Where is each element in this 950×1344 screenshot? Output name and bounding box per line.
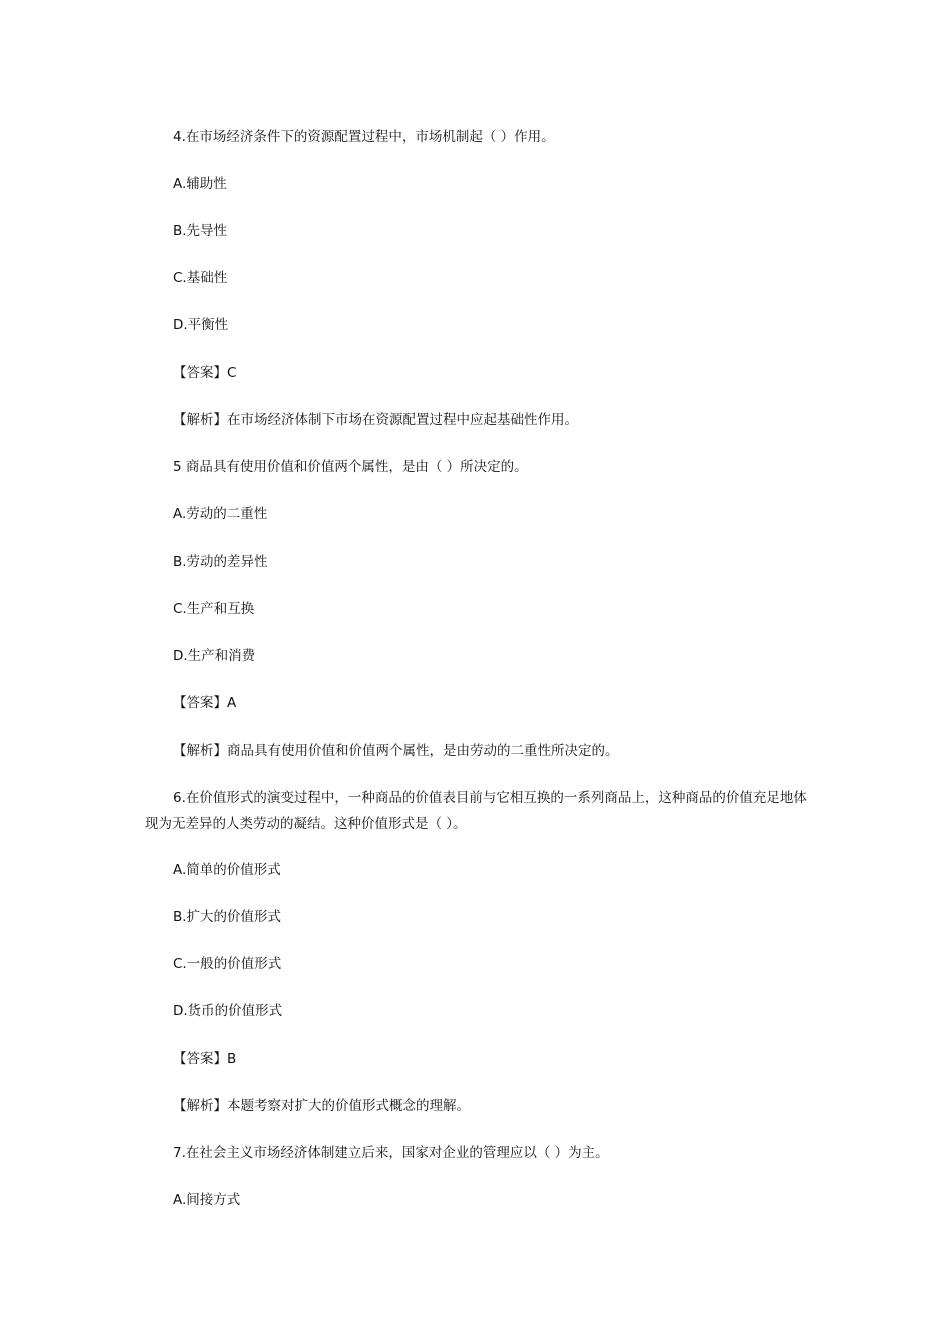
question-4-option-a: A.辅助性 <box>173 176 227 192</box>
question-6-analysis: 【解析】本题考察对扩大的价值形式概念的理解。 <box>173 1098 470 1114</box>
question-6-stem: 6.在价值形式的演变过程中，一种商品的价值表目前与它相互换的一系列商品上，这种商品的价值充足地体现为无差异的人类劳动的凝结。这种价值形式是（ ）。 <box>145 790 807 832</box>
question-5-option-a: A.劳动的二重性 <box>173 506 268 522</box>
question-6-option-d: D.货币的价值形式 <box>173 1003 283 1019</box>
question-4-option-b: B.先导性 <box>173 223 228 239</box>
question-5-option-c: C.生产和互换 <box>173 601 255 617</box>
question-7-stem: 7.在社会主义市场经济体制建立后来，国家对企业的管理应以（ ）为主。 <box>173 1145 609 1161</box>
question-4-stem: 4.在市场经济条件下的资源配置过程中，市场机制起（ ）作用。 <box>173 129 555 145</box>
question-5-answer: 【答案】A <box>173 695 237 711</box>
question-6-option-c: C.一般的价值形式 <box>173 956 282 972</box>
question-6-option-a: A.简单的价值形式 <box>173 862 281 878</box>
question-6-option-b: B.扩大的价值形式 <box>173 909 282 925</box>
question-5-analysis: 【解析】商品具有使用价值和价值两个属性，是由劳动的二重性所决定的。 <box>173 743 619 759</box>
question-4-analysis: 【解析】在市场经济体制下市场在资源配置过程中应起基础性作用。 <box>173 412 578 428</box>
question-5-stem: 5 商品具有使用价值和价值两个属性，是由（ ）所决定的。 <box>173 459 528 475</box>
question-4-option-c: C.基础性 <box>173 270 228 286</box>
question-4-option-d: D.平衡性 <box>173 317 229 333</box>
question-5-option-b: B.劳动的差异性 <box>173 554 268 570</box>
question-6-answer: 【答案】B <box>173 1051 237 1067</box>
question-4-answer: 【答案】C <box>173 365 237 381</box>
question-7-option-a: A.间接方式 <box>173 1192 241 1208</box>
question-5-option-d: D.生产和消费 <box>173 648 256 664</box>
